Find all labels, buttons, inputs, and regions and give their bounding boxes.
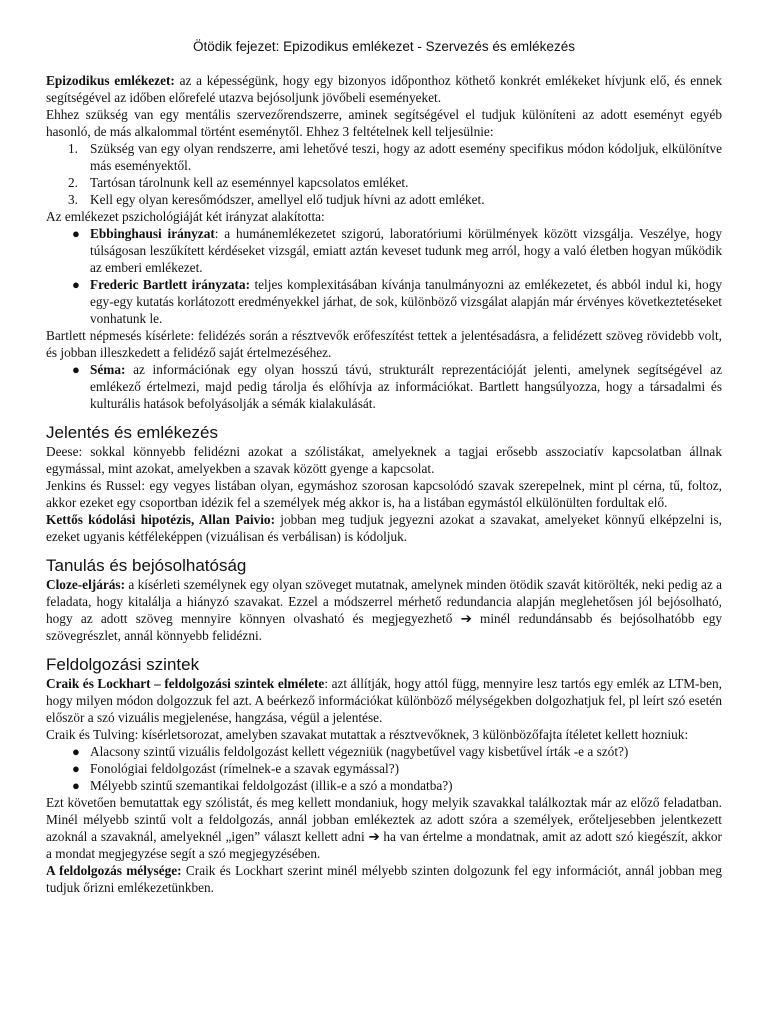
bullet-icon: ●: [72, 277, 80, 292]
directions-list: [46, 225, 722, 327]
list-item: ● Fonológiai feldolgozást (rímelnek-e a szavak egymással?): [72, 761, 400, 776]
judgments-list: [46, 743, 722, 794]
term-episodic-memory: Epizodikus emlékezet:: [46, 73, 175, 88]
heading-meaning-and-memory: Jelentés és emlékezés: [46, 423, 218, 442]
craik-tulving-paragraph: Craik és Tulving: kísérletsorozat, amelyben szavakat mutattak a résztvevőknek, 3 különbözőfajta ítéletet kellett hozniuk:: [46, 727, 689, 742]
list-item: ● Mélyebb szintű szemantikai feldolgozást (illik-e a szó a mondatba?): [72, 778, 453, 793]
list-item: ● Séma: az információnak egy olyan hosszú távú, strukturált reprezentációját jelenti, amelynek segítségével az emlékező értelmezi, majd pedig tárolja és előhívja az információkat. Bartlett hangsúlyozza, hogy a társadalmi és kulturális hatások befolyásolják a sémák kialakulását.: [72, 362, 722, 411]
schema-list: [46, 361, 722, 412]
arrow-right-icon: ➔: [368, 829, 380, 844]
bullet-icon: ●: [72, 761, 80, 776]
deese-paragraph: Deese: sokkal könnyebb felidézni azokat a szólistákat, amelyeknek a tagjai erősebb asszociatív kapcsolatban állnak egymással, mint azokat, amelyekben a szavak között gyenge a kapcsolat.: [46, 444, 722, 476]
heading-processing-levels: Feldolgozási szintek: [46, 655, 200, 674]
list-item: 3. Kell egy olyan keresőmódszer, amellyel elő tudjuk hívni az adott emléket.: [68, 192, 485, 207]
bullet-icon: ●: [72, 226, 80, 241]
processing-depth-paragraph: A feldolgozás mélysége: Craik és Lockhart szerint minél mélyebb szinten dolgozunk fel egy információt, annál jobban meg tudjuk őrizni emlékezetünkben.: [46, 863, 722, 895]
bullet-icon: ●: [72, 362, 80, 377]
list-item: 1. Szükség van egy olyan rendszerre, ami lehetővé teszi, hogy az adott esemény specifikus módon kódoljuk, elkülönítve más eseményektől.: [68, 141, 722, 173]
list-item: ● Frederic Bartlett irányzata: teljes komplexitásában kívánja tanulmányozni az emlékezetet, és abból indul ki, hogy egy-egy kutatás korlátozott eredményekkel járhat, de sok, különböző vizsgálat alapján már érvényes következtetéseket vonhatunk le.: [72, 277, 722, 326]
chapter-title: Ötödik fejezet: Epizodikus emlékezet - Szervezés és emlékezés: [193, 39, 575, 54]
organizing-system-paragraph: Ehhez szükség van egy mentális szervezőrendszerre, aminek segítségével el tudjuk különíteni az adott eseményt egyéb hasonló, de más alkalommal történt eseménytől. Ehhez 3 feltételnek kell teljesülnie:: [46, 107, 722, 139]
episodic-memory-definition: Epizodikus emlékezet: az a képességünk, hogy egy bizonyos időponthoz köthető konkrét emlékeket hívjunk elő, és ennek segítségével az időben előrefelé utazva bejósoljunk jövőbeli eseményeket.: [46, 73, 723, 105]
cloze-paragraph: Cloze-eljárás: a kísérleti személynek egy olyan szöveget mutatnak, amelynek minden ötödik szavát kitörölték, neki pedig az a feladata, hogy kitalálja a hiányzó szavakat. Ezzel a módszerrel mérhető redundancia alapján meglehetősen jól bejósolható, hogy az adott szöveg mennyire könnyen olvasható és megjegyezhető ➔ minél redundánsabb és bejósolhatóbb egy szövegrészlet, annál könnyebb felidézni.: [46, 577, 722, 643]
conditions-list: [46, 140, 722, 208]
list-item: 2. Tartósan tárolnunk kell az eseménnyel kapcsolatos emléket.: [68, 175, 409, 190]
list-item: ● Alacsony szintű vizuális feldolgozást kellett végezniük (nagybetűvel vagy kisbetűvel írták -e a szót?): [72, 744, 629, 759]
bartlett-experiment-paragraph: Bartlett népmesés kísérlete: felidézés során a résztvevők erőfeszítést tettek a jelentésadásra, a felidézett szöveg rövidebb volt, és jobban illeszkedett a felidéző saját értelmezéséhez.: [46, 328, 722, 360]
bullet-icon: ●: [72, 778, 80, 793]
two-directions-intro: Az emlékezet pszichológiáját két irányzat alakította:: [46, 209, 325, 224]
recall-result-paragraph: Ezt követően bemutattak egy szólistát, és meg kellett mondaniuk, hogy melyik szavakkal találkoztak már az előző feladatban. Minél mélyebb szintű volt a feldolgozás, annál jobban emlékeztek az adott szóra a személyek, erőteljesebben jelentkezett azoknál a szavaknál, amelyeknél „igen” választ kellett adni ➔ ha van értelme a mondatnak, amit az adott szó kiegészít, akkor a mondat megjegyzése segít a szó megjegyzésében.: [46, 795, 722, 861]
arrow-right-icon: ➔: [460, 611, 472, 626]
bullet-icon: ●: [72, 744, 80, 759]
dual-coding-paragraph: Kettős kódolási hipotézis, Allan Paivio: jobban meg tudjuk jegyezni azokat a szavakat, amelyeket könnyű elképzelni is, ezeket ugyanis kétféleképpen (vizuálisan és verbálisan) is kódoljuk.: [46, 512, 722, 544]
craik-lockhart-paragraph: Craik és Lockhart – feldolgozási szintek elmélete: azt állítják, hogy attól függ, mennyire lesz tartós egy emlék az LTM-ben, hogy milyen módon dolgozzuk fel azt. A beérkező információkat különböző mélységekben dolgozhatjuk fel, pl leírt szó esetén először a szó vizuális megjelenése, hangzása, végül a jelentése.: [46, 676, 722, 725]
jenkins-russel-paragraph: Jenkins és Russel: egy vegyes listában olyan, egymáshoz szorosan kapcsolódó szavak szerepelnek, mint pl cérna, tű, foltoz, akkor ezeket egy csoportban idézik fel a személyek még akkor is, ha a listában egymástól elkülönülten fordultak elő.: [46, 478, 722, 510]
heading-learning-predictability: Tanulás és bejósolhatóság: [46, 556, 247, 575]
list-item: ● Ebbinghausi irányzat: a humánemlékezetet szigorú, laboratóriumi körülmények között vizsgálja. Veszélye, hogy túlságosan leszűkített kérdéseket vizsgál, emiatt aztán keveset tudunk meg arról, hogy a való életben hogyan működik az emberi emlékezet.: [72, 226, 722, 275]
